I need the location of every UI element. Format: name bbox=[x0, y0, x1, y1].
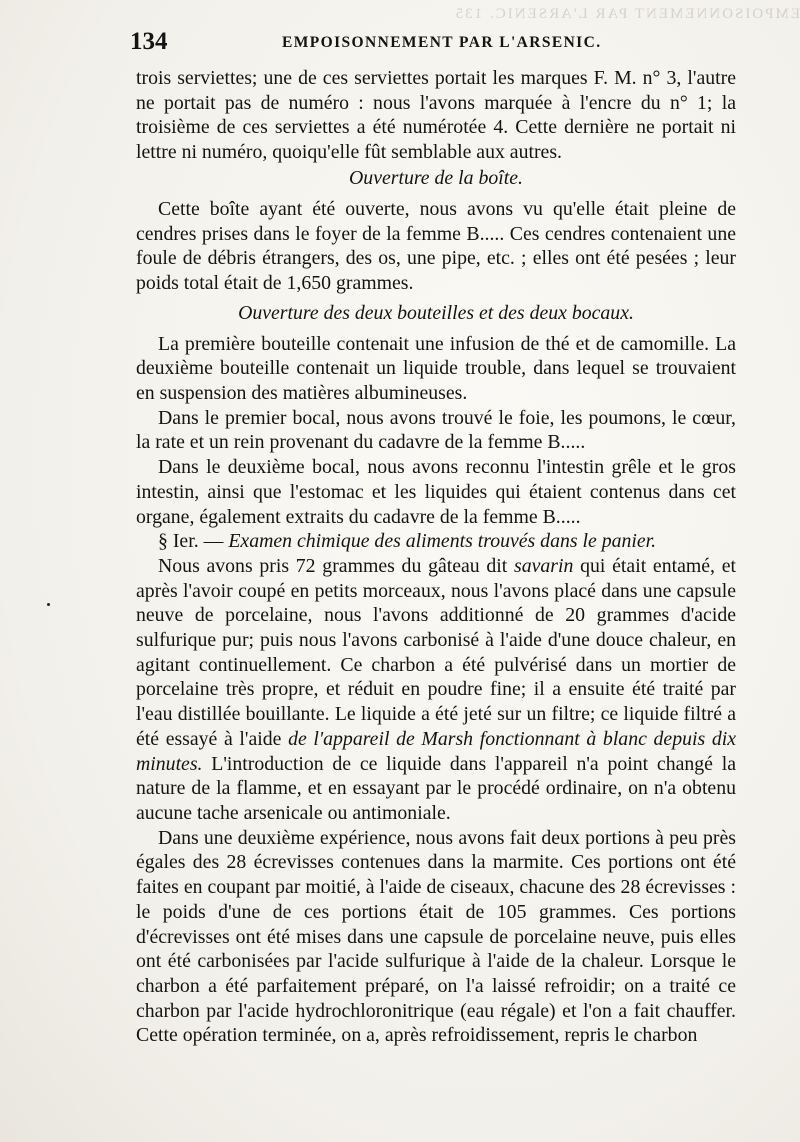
paragraph-savarin-part-c: L'introduction de ce liquide dans l'appareil n'a point changé la nature de la flamme, et en essayant par le procédé ordinaire, on n'a obtenu aucune tache arsenicale ou antimoniale. bbox=[136, 752, 736, 824]
word-savarin: savarin bbox=[514, 554, 574, 577]
paragraph-savarin bbox=[136, 554, 736, 826]
phrase-appareil-marsh: de l'appareil de Marsh fonctionnant à blanc depuis dix minutes. bbox=[136, 727, 736, 775]
paragraph-deuxieme-bocal: Dans le deuxième bocal, nous avons reconnu l'intestin grêle et le gros intestin, ainsi que l'estomac et les liquides qui étaient contenus dans cet organe, également extraits du cadavre de la femme B..... bbox=[136, 456, 736, 528]
body-text bbox=[136, 66, 736, 1048]
section-title: Examen chimique des aliments trouvés dans le panier. bbox=[228, 530, 657, 553]
section-number: § Ier. — bbox=[158, 530, 224, 553]
bleed-through-text: EMPOISONNEMENT PAR L'ARSENIC. 135 bbox=[453, 6, 800, 22]
running-title: EMPOISONNEMENT PAR L'ARSENIC. bbox=[282, 34, 602, 51]
section-heading bbox=[136, 529, 736, 554]
paragraph-ecrevisses: Dans une deuxième expérience, nous avons fait deux portions à peu près égales des 28 écrevisses contenues dans la marmite. Ces portions ont été faites en coupant par moitié, à l'aide de ciseaux, chacune des 28 écrevisses : le poids d'une de ces portions était de 105 grammes. Ces portions d'écrevisses ont été mises dans une capsule de porcelaine neuve, puis elles ont été carbonisées par l'acide sulfurique à l'aide de la chaleur. Lorsque le charbon a été parfaitement préparé, on l'a laissé refroidir; on a traité ce charbon par l'acide hydrochloronitrique (eau régale) et l'on a fait chauffer. Cette opération terminée, on a, après refroidissement, repris le charbon bbox=[136, 826, 736, 1047]
paragraph-serviettes: trois serviettes; une de ces serviettes portait les marques F. M. n° 3, l'autre ne portait pas de numéro : nous l'avons marquée à l'encre du n° 1; la troisième de ces serviettes a été numérotée 4. Cette dernière ne portait ni lettre ni numéro, quoiqu'elle fût semblable aux autres. bbox=[136, 67, 736, 164]
paragraph-savarin-part-a: Nous avons pris 72 grammes du gâteau dit bbox=[158, 554, 508, 577]
margin-speck bbox=[47, 603, 50, 606]
paragraph-boite: Cette boîte ayant été ouverte, nous avons vu qu'elle était pleine de cendres prises dans le foyer de la femme B..... Ces cendres contenaient une foule de débris étrangers, des os, une pipe, etc. ; elles ont été pesées ; leur poids total était de 1,650 grammes. bbox=[136, 197, 736, 294]
heading-ouverture-boite: Ouverture de la boîte. bbox=[349, 166, 523, 189]
paragraph-savarin-part-b: qui était entamé, et après l'avoir coupé en petits morceaux, nous l'avons placé dans une capsule neuve de porcelaine, nous l'avons additionné de 20 grammes d'acide sulfurique pur; puis nous l'avons carbonisé à l'aide d'une douce chaleur, en agitant continuellement. Ce charbon a été pulvérisé dans un mortier de porcelaine très propre, et réduit en poudre fine; il a ensuite été traité par l'eau distillée bouillante. Le liquide a été jeté sur un filtre; ce liquide filtré a été essayé à l'aide bbox=[136, 554, 736, 750]
heading-ouverture-bouteilles: Ouverture des deux bouteilles et des deux bocaux. bbox=[238, 301, 634, 324]
paragraph-premier-bocal: Dans le premier bocal, nous avons trouvé le foie, les poumons, le cœur, la rate et un rein provenant du cadavre de la femme B..... bbox=[136, 406, 736, 454]
page-header bbox=[130, 28, 740, 60]
paragraph-bouteilles: La première bouteille contenait une infusion de thé et de camomille. La deuxième bouteille contenait un liquide trouble, dans lequel se trouvaient en suspension des matières albumineuses. bbox=[136, 332, 736, 405]
page-number: 134 bbox=[130, 28, 168, 55]
